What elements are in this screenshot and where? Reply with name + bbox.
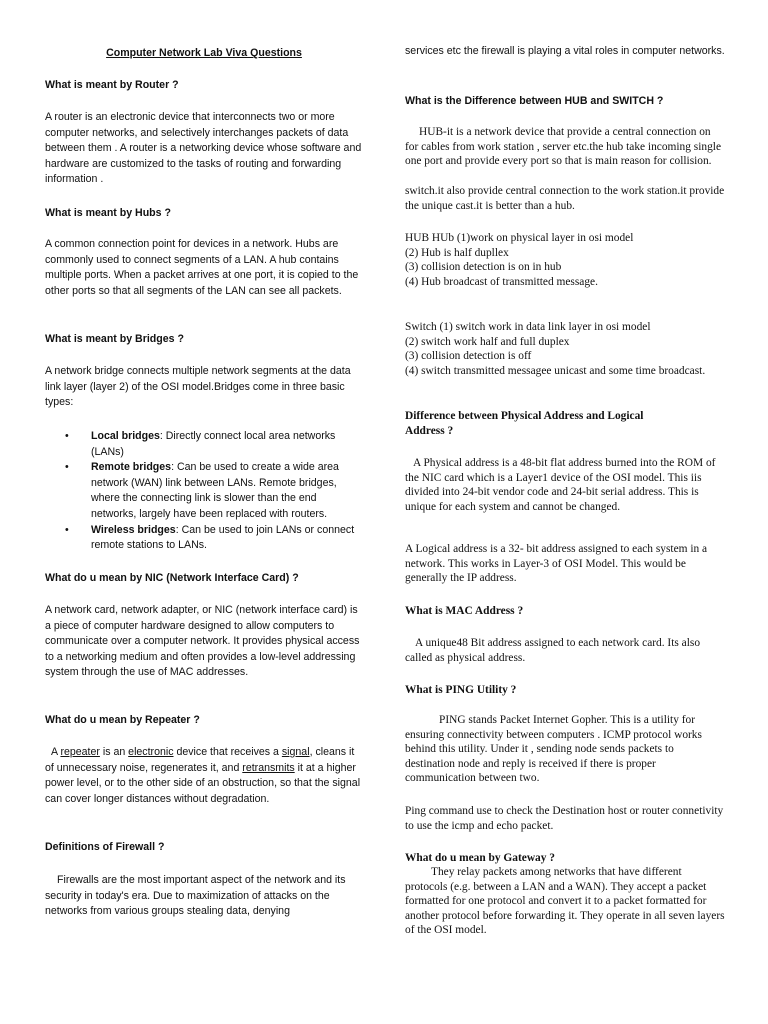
- question-nic: What do u mean by NIC (Network Interface Card) ?: [45, 572, 299, 584]
- question-address: Difference between Physical Address and Logical Address ?: [405, 410, 644, 437]
- answer-address-1: A Physical address is a 48-bit flat address burned into the ROM of the NIC card which is a Layer1 device of the OSI model. This iis divided into 24-bit vendor code and 24-bit serial address. This is unique for each system and cannot be changed.: [405, 457, 716, 513]
- switch-points: [405, 320, 725, 378]
- answer-address-2: A Logical address is a 32- bit address assigned to each system in a network. This works in Layer-3 of OSI Model. This would be generally the IP address.: [405, 543, 708, 585]
- question-hub-vs-switch: What is the Difference between HUB and SWITCH ?: [405, 95, 664, 107]
- answer-mac: A unique48 Bit address assigned to each network card. Its also called as physical address.: [405, 637, 701, 664]
- answer-hubs: A common connection point for devices in a network. Hubs are commonly used to connect segments of a LAN. A hub contains multiple ports. When a packet arrives at one port, it is copied to the other ports so that all segments of the LAN can see all packets.: [45, 238, 359, 297]
- answer-firewall: Firewalls are the most important aspect of the network and its security in today's era. Due to maximization of attacks on the networks from various groups stealing data, denying: [45, 874, 346, 918]
- question-bridges: What is meant by Bridges ?: [45, 333, 184, 345]
- answer-hub-vs-switch-1: HUB-it is a network device that provide a central connection on for cables from work station , server etc.the hub take incoming single one port and provide every port so that is main reason for collision.: [405, 126, 721, 168]
- list-item: (3) collision detection is on in hub: [405, 261, 562, 274]
- bridge-types-list: [45, 429, 363, 554]
- answer-hub-vs-switch-2: switch.it also provide central connection to the work station.it provide the unique cast.it is better than a hub.: [405, 185, 725, 212]
- answer-bridges: A network bridge connects multiple network segments at the data link layer (layer 2) of the OSI model.Bridges come in three basic types:: [45, 365, 351, 409]
- list-item: HUB HUb (1)work on physical layer in osi model: [405, 232, 634, 244]
- question-hubs: What is meant by Hubs ?: [45, 207, 171, 219]
- list-item: • Remote bridges: Can be used to create a wide area network (WAN) link between LANs. Remote bridges, where the connecting link is slower than the end networks, largely have been replaced with routers.: [45, 460, 363, 522]
- list-item: (3) collision detection is off: [405, 350, 532, 363]
- question-gateway: What do u mean by Gateway ?: [405, 852, 555, 864]
- page-title: Computer Network Lab Viva Questions: [106, 47, 302, 59]
- question-repeater: What do u mean by Repeater ?: [45, 714, 200, 726]
- list-item: (2) Hub is half dupllex: [405, 246, 509, 259]
- question-mac: What is MAC Address ?: [405, 605, 524, 617]
- list-item: • Local bridges: Directly connect local area networks (LANs): [45, 429, 363, 460]
- answer-gateway: They relay packets among networks that have different protocols (e.g. between a LAN and a WAN). They accept a packet formatted for one protocol and convert it to a packet formatted for another protocol before forwarding it. They operate in all seven layers of the OSI model.: [405, 866, 725, 937]
- question-router: What is meant by Router ?: [45, 79, 179, 91]
- hub-points: [405, 231, 725, 289]
- answer-ping-1: PING stands Packet Internet Gopher. This is a utility for ensuring connectivity between computers . ICMP protocol works behind this utility. Under it , sending node sends packets to destination node and reply is received if there is proper communication between two.: [405, 714, 702, 785]
- list-item: (4) switch transmitted messagee unicast and some time broadcast.: [405, 364, 706, 377]
- link-signal[interactable]: signal: [281, 746, 310, 758]
- answer-ping-2: Ping command use to check the Destination host or router connetivity to use the icmp and echo packet.: [405, 805, 724, 832]
- link-electronic[interactable]: electronic: [128, 746, 174, 758]
- list-item: • Wireless bridges: Can be used to join LANs or connect remote stations to LANs.: [45, 523, 363, 554]
- list-item: (2) switch work half and full duplex: [405, 335, 570, 348]
- answer-repeater: A repeater is an electronic device that receives a signal, cleans it of unnecessary noise, regenerates it, and retransmits it at a higher power level, or to the other side of an obstruction, so that the signal can cover longer distances without degradation.: [45, 746, 361, 805]
- list-item: (4) Hub broadcast of transmitted message.: [405, 275, 598, 288]
- question-firewall: Definitions of Firewall ?: [45, 841, 165, 853]
- answer-firewall-continued: services etc the firewall is playing a vital roles in computer networks.: [405, 45, 725, 57]
- link-retransmits[interactable]: retransmits: [242, 761, 295, 774]
- answer-nic: A network card, network adapter, or NIC (network interface card) is a piece of computer hardware designed to allow computers to communicate over a computer network. It provides physical access to a networking medium and often provides a low-level addressing system through the use of MAC addresses.: [45, 604, 360, 679]
- list-item: Switch (1) switch work in data link layer in osi model: [405, 321, 651, 333]
- question-ping: What is PING Utility ?: [405, 684, 517, 696]
- answer-router: A router is an electronic device that interconnects two or more computer networks, and selectively interchanges packets of data between them . A router is a networking device whose software and hardware are customized to the tasks of routing and forwarding information .: [45, 111, 362, 186]
- link-repeater[interactable]: repeater: [60, 746, 100, 758]
